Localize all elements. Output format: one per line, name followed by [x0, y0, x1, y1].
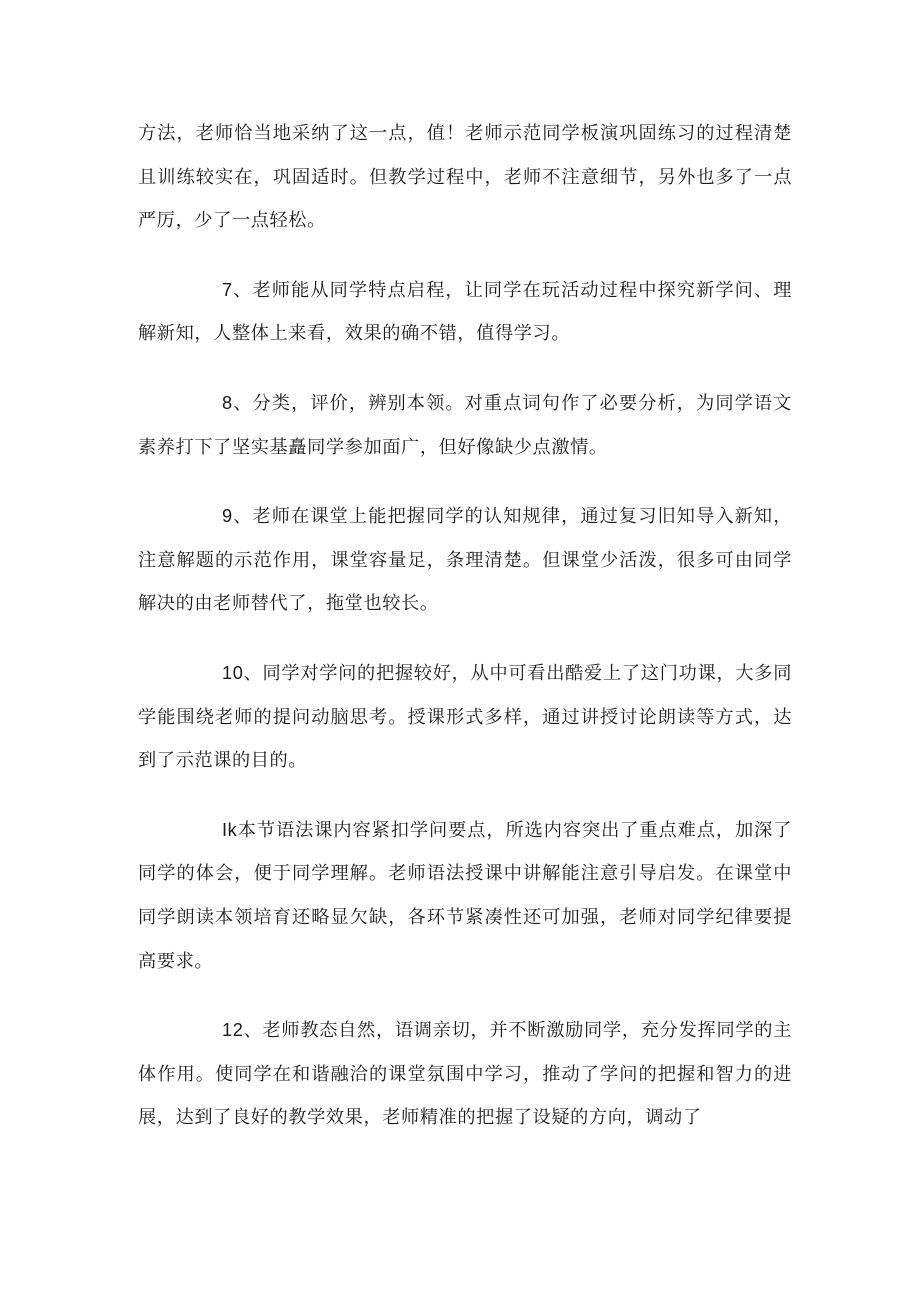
paragraph-number: 7	[222, 279, 233, 300]
paragraph-item-8	[138, 382, 792, 469]
paragraph-text: 、同学对学问的把握较好，从中可看出酷爱上了这门功课，大多同学能围绕老师的提问动脑思考。授课形式多样，通过讲授讨论朗读等方式，达到了示范课的目的。	[138, 662, 792, 772]
paragraph-item-11	[138, 809, 792, 983]
paragraph-item-9	[138, 495, 792, 626]
paragraph-number: 10	[222, 662, 244, 683]
paragraph-number: 8	[222, 392, 233, 413]
paragraph-text: 、老师能从同学特点启程，让同学在玩活动过程中探究新学问、理解新知，人整体上来看，效果的确不错，值得学习。	[138, 279, 792, 345]
paragraph-text: 、老师教态自然，语调亲切，并不断激励同学，充分发挥同学的主体作用。使同学在和谐融洽的课堂氛围中学习，推动了学问的把握和智力的进展，达到了良好的教学效果，老师精准的把握了设疑的方向，调动了	[138, 1020, 792, 1129]
paragraph-text: 方法，老师恰当地采纳了这一点，值！老师示范同学板演巩固练习的过程清楚且训练较实在，巩固适时。但教学过程中，老师不注意细节，另外也多了一点严厉，少了一点轻松。	[138, 123, 792, 232]
paragraph-text: 本节语法课内容紧扣学问要点，所选内容突出了重点难点，加深了同学的体会，便于同学理解。老师语法授课中讲解能注意引导启发。在课堂中同学朗读本领培育还略显欠缺，各环节紧凑性还可加强，老师对同学纪律要提高要求。	[138, 819, 792, 972]
paragraph-number: Ik	[222, 819, 238, 840]
document-body	[138, 112, 792, 1166]
paragraph-item-10	[138, 652, 792, 783]
paragraph-text: 、分类，评价，辨别本领。对重点词句作了必要分析，为同学语文素养打下了坚实基矗同学参加面广，但好像缺少点激情。	[138, 392, 792, 458]
paragraph-number: 9	[222, 506, 233, 527]
paragraph-item-12	[138, 1009, 792, 1140]
paragraph-item-7	[138, 269, 792, 356]
paragraph-text: 、老师在课堂上能把握同学的认知规律，通过复习旧知导入新知，注意解题的示范作用，课堂容量足，条理清楚。但课堂少活泼，很多可由同学解决的由老师替代了，拖堂也较长。	[138, 506, 792, 615]
paragraph-number: 12	[222, 1020, 244, 1041]
paragraph-continued	[138, 112, 792, 243]
